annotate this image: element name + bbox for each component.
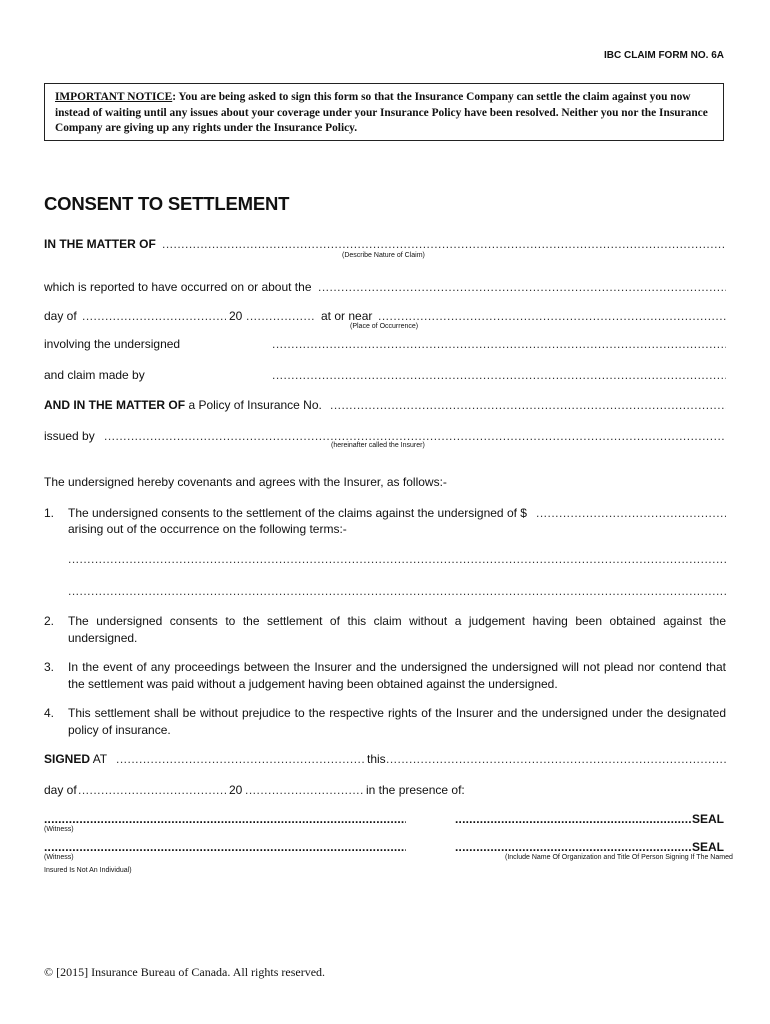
- year-field[interactable]: [246, 309, 316, 323]
- sig-day-field[interactable]: [78, 783, 226, 797]
- and-in-matter-label: AND IN THE MATTER OF: [44, 398, 186, 412]
- this-field[interactable]: [386, 752, 726, 766]
- reported-occurred-label: which is reported to have occurred on or about the: [44, 280, 312, 294]
- at-or-near-label: at or near: [321, 309, 373, 323]
- witness-2-signature-line[interactable]: [44, 840, 406, 854]
- place-of-occurrence-caption: (Place of Occurrence): [350, 323, 419, 330]
- covenant-intro: The undersigned hereby covenants and agrees with the Insurer, as follows:-: [44, 475, 447, 489]
- in-the-matter-of-label: IN THE MATTER OF: [44, 237, 156, 251]
- seal-2-signature-line[interactable]: [455, 840, 691, 854]
- describe-nature-caption: (Describe Nature of Claim): [342, 252, 425, 259]
- clause-2: [44, 613, 726, 646]
- clause-3: [44, 659, 726, 692]
- sig-year-prefix: 20: [229, 783, 243, 797]
- seal-2-label: SEAL: [692, 840, 725, 854]
- issued-by-label: issued by: [44, 429, 95, 443]
- clause-4-text: This settlement shall be without prejudice to the respective rights of the Insurer and the undersigned under the designated policy of insurance.: [68, 706, 726, 737]
- issued-by-field[interactable]: [104, 429, 726, 443]
- day-of-label: day of: [44, 309, 77, 323]
- clause-3-text: In the event of any proceedings between the Insurer and the undersigned the undersigned will not plead nor contend that the settlement was paid without a judgement having been obtained against the undersigned.: [68, 660, 726, 691]
- notice-heading: IMPORTANT NOTICE: [55, 91, 173, 103]
- at-label: AT: [92, 752, 108, 766]
- settlement-amount-field[interactable]: [536, 506, 726, 520]
- sig-day-of-label: day of: [44, 783, 77, 797]
- insured-not-individual-note: Insured Is Not An Individual): [44, 867, 132, 874]
- include-name-note: (Include Name Of Organization and Title Of Person Signing If The Named: [505, 854, 733, 861]
- this-label: this: [367, 752, 386, 766]
- notice-text: : You are being asked to sign this form so that the Insurance Company can settle the claim against you now instead of waiting until any issues about your coverage under your Insurance Policy have been resolved. Neither you nor the Insurance Company are giving up any rights under the Insurance Policy.: [55, 91, 708, 134]
- important-notice-box: [44, 83, 724, 141]
- witness-1-caption: (Witness): [44, 826, 74, 833]
- seal-1-signature-line[interactable]: [455, 812, 691, 826]
- copyright-footer: © [2015] Insurance Bureau of Canada. All rights reserved.: [44, 965, 326, 979]
- involving-field[interactable]: [272, 337, 726, 351]
- clause-3-number: 3.: [44, 660, 55, 674]
- place-field[interactable]: [378, 309, 726, 323]
- signed-label: SIGNED: [44, 752, 91, 766]
- form-number: IBC CLAIM FORM NO. 6A: [604, 50, 724, 61]
- clause-2-text: The undersigned consents to the settlement of this claim without a judgement having been obtained against the undersigned.: [68, 614, 726, 645]
- witness-1-signature-line[interactable]: [44, 812, 406, 826]
- hereinafter-insurer-caption: (hereinafter called the Insurer): [331, 442, 425, 449]
- policy-no-label: a Policy of Insurance No.: [188, 398, 322, 412]
- claim-made-by-label: and claim made by: [44, 368, 145, 382]
- clause-1-number: 1.: [44, 506, 55, 520]
- day-field[interactable]: [82, 309, 226, 323]
- seal-1-label: SEAL: [692, 812, 725, 826]
- terms-line-2[interactable]: [68, 584, 726, 598]
- page-title: CONSENT TO SETTLEMENT: [44, 193, 290, 214]
- involving-label: involving the undersigned: [44, 337, 181, 351]
- year-prefix: 20: [229, 309, 243, 323]
- terms-line-1[interactable]: [68, 552, 726, 566]
- clause-2-number: 2.: [44, 614, 55, 628]
- witness-2-caption: (Witness): [44, 854, 74, 861]
- clause-1-text-2: arising out of the occurrence on the following terms:-: [68, 522, 347, 536]
- policy-number-field[interactable]: [330, 398, 726, 412]
- nature-of-claim-field[interactable]: [162, 237, 726, 251]
- claim-made-by-field[interactable]: [272, 368, 726, 382]
- in-presence-of-label: in the presence of:: [366, 783, 465, 797]
- signed-at-field[interactable]: [116, 752, 366, 766]
- sig-year-field[interactable]: [245, 783, 363, 797]
- clause-4-number: 4.: [44, 706, 55, 720]
- clause-4: [44, 705, 726, 738]
- occurrence-date-field[interactable]: [318, 280, 726, 294]
- clause-1-text: The undersigned consents to the settlement of the claims against the undersigned of $: [68, 506, 527, 520]
